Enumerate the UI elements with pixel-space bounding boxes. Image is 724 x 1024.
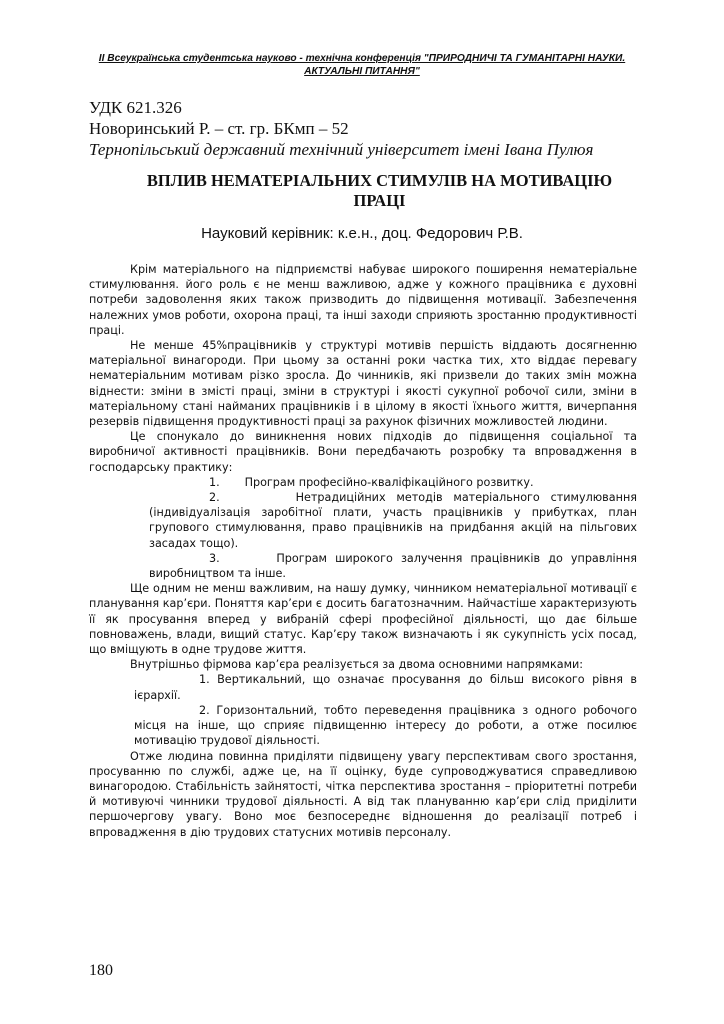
article-body	[89, 262, 637, 840]
paragraph: Внутрішньо фірмова кар’єра реалізується за двома основними напрямками:	[130, 658, 584, 672]
author-line: Новоринський Р. – ст. гр. БКмп – 52	[89, 119, 349, 138]
direction-item: 1. Вертикальний, що означає просування до більш високого рівня в ієрархії.	[134, 673, 637, 702]
university-line: Тернопільський державний технічний університет імені Івана Пулюя	[89, 140, 594, 159]
paragraph: Ще одним не менш важливим, на нашу думку, чинником нематеріальної мотивації є планування кар’єри. Поняття кар’єри є досить багатозначним. Найчастіше характеризують її як просування вперед у вибраній сфері професійної діяльності, що дає більше повноважень, влади, вищий статус. Кар’єру також визначають і як сукупність усіх посад, що вміщують в одне трудове життя.	[89, 582, 637, 657]
list-item: 1. Програм професійно-кваліфікаційного розвитку.	[209, 475, 534, 489]
paragraph: Отже людина повинна приділяти підвищену увагу перспективам свого зростання, просуванню по службі, адже це, на її оцінку, буде супроводжуватися справедливою винагородою. Стабільність зайнятості, чітка перспектива зростання – пріоритетні потреби й мотивуючі чинники трудової діяльності. А від так плануванню кар’єри слід приділити першочергову увагу. Воно моє безпосереднє відношення до реалізації потреб і впровадження в дію трудових статусних мотивів персоналу.	[89, 749, 637, 839]
article-title	[130, 171, 629, 211]
paragraph: Не менше 45%працівників у структурі мотивів першість віддають досягненню матеріальної винагороди. При цьому за останні роки частка тих, хто віддає перевагу нематеріальним мотивам різко зросла. До чинників, які призвели до таких змін можна віднести: зміни в змісті праці, зміни в структурі і якості сукупної робочої сили, зміни в матеріальному стані найманих працівників і в цілому в якості їхнього життя, вичерпання резервів підвищення продуктивності праці за рахунок фізичних можливостей людини.	[89, 339, 637, 429]
page-number: 180	[89, 962, 113, 979]
udk-code: УДК 621.326	[89, 98, 182, 117]
supervisor-line: Науковий керівник: к.е.н., доц. Федорович Р.В.	[201, 225, 523, 242]
article-title-line2: ПРАЦІ	[353, 191, 406, 210]
list-item: 2. Нетрадиційних методів матеріального стимулювання (індивідуалізація заробітної плати, участь працівників у прибутках, план групового стимулювання, право працівників на придбання акцій на пільгових засадах тощо).	[149, 491, 637, 550]
conference-header-line1: ІІ Всеукраїнська студентська науково - технічна конференція "ПРИРОДНИЧІ ТА ГУМАНІТАРНІ НАУКИ.	[98, 53, 626, 64]
article-meta	[89, 97, 593, 160]
article-title-line1: ВПЛИВ НЕМАТЕРІАЛЬНИХ СТИМУЛІВ НА МОТИВАЦІЮ	[146, 171, 613, 190]
conference-header-line2: АКТУАЛЬНІ ПИТАННЯ"	[304, 66, 420, 77]
paragraph: Це спонукало до виникнення нових підходів до підвищення соціальної та виробничої активності працівників. Вони передбачають розробку та впровадження в господарську практику:	[89, 430, 637, 474]
conference-header	[60, 52, 664, 78]
paragraph: Крім матеріального на підприємстві набуває широкого поширення нематеріальне стимулювання. його роль є не менш важливою, адже у кожного працівника є духовні потреби задоволення яких також призводить до підвищення мотивації. Забезпечення належних умов роботи, охорона праці, та інші заходи сприяють зростанню продуктивності праці.	[89, 263, 637, 337]
direction-item: 2. Горизонтальний, тобто переведення працівника з одного робочого місця на інше, що сприяє підвищенню інтересу до роботи, а отже посилює мотивацію трудової діяльності.	[134, 703, 637, 748]
list-item: 3. Програм широкого залучення працівників до управління виробництвом та інше.	[149, 551, 637, 581]
